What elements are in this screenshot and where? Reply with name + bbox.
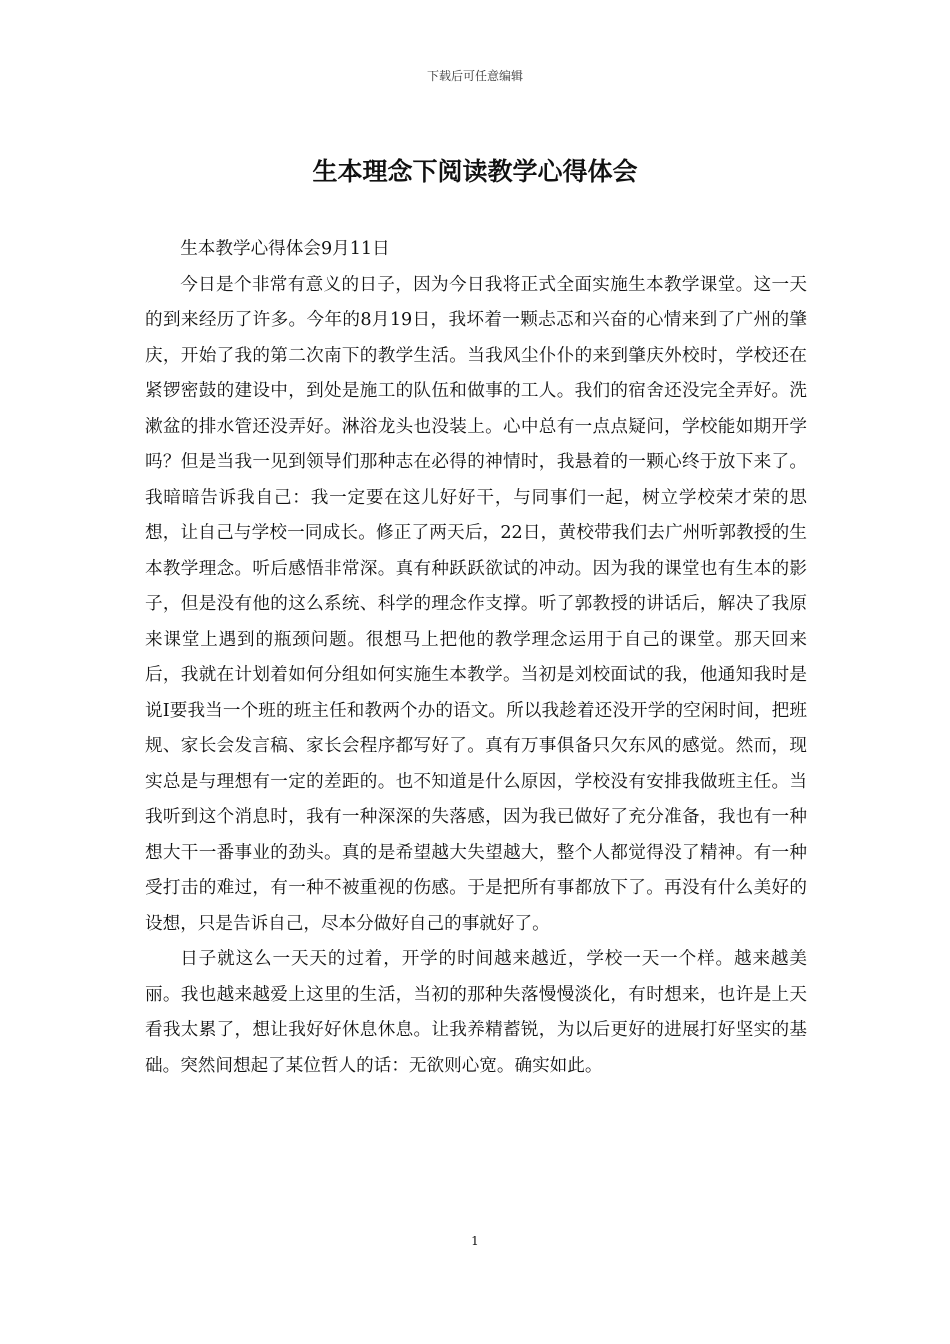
- document-body: [145, 232, 807, 1084]
- paragraph-2: 日子就这么一天天的过着，开学的时间越来越近，学校一天一个样。越来越美丽。我也越来越爱上这里的生活，当初的那种失落慢慢淡化，有时想来，也许是上天看我太累了，想让我好好休息休息。让我养精蓄锐，为以后更好的进展打好坚实的基础。突然间想起了某位哲人的话：无欲则心宽。确实如此。: [145, 949, 807, 1076]
- paragraph-date-line: 生本教学心得体会9月11日: [180, 239, 390, 259]
- document-title: 生本理念下阅读教学心得体会: [312, 157, 638, 186]
- paragraph-1: 今日是个非常有意义的日子，因为今日我将正式全面实施生本教学课堂。这一天的到来经历了许多。今年的8月19日，我坏着一颗忐忑和兴奋的心情来到了广州的肇庆，开始了我的第二次南下的教学生活。当我风尘仆仆的来到肇庆外校时，学校还在紧锣密鼓的建设中，到处是施工的队伍和做事的工人。我们的宿舍还没完全弄好。洗漱盆的排水管还没弄好。淋浴龙头也没装上。心中总有一点点疑问，学校能如期开学吗？但是当我一见到领导们那种志在必得的神情时，我悬着的一颗心终于放下来了。我暗暗告诉我自己：我一定要在这儿好好干，与同事们一起，树立学校荣才荣的思想，让自己与学校一同成长。修正了两天后，22日，黄校带我们去广州听郭教授的生本教学理念。听后感悟非常深。真有种跃跃欲试的冲动。因为我的课堂也有生本的影子，但是没有他的这么系统、科学的理念作支撑。听了郭教授的讲话后，解决了我原来课堂上遇到的瓶颈问题。很想马上把他的教学理念运用于自己的课堂。那天回来后，我就在计划着如何分组如何实施生本教学。当初是刘校面试的我，他通知我时是说Ⅰ要我当一个班的班主任和教两个办的语文。所以我趁着还没开学的空闲时间，把班规、家长会发言稿、家长会程序都写好了。真有万事俱备只欠东风的感觉。然而，现实总是与理想有一定的差距的。也不知道是什么原因，学校没有安排我做班主任。当我听到这个消息时，我有一种深深的失落感，因为我已做好了充分准备，我也有一种想大干一番事业的劲头。真的是希望越大失望越大，整个人都觉得没了精神。有一种受打击的难过，有一种不被重视的伤感。于是把所有事都放下了。再没有什么美好的设想，只是告诉自己，尽本分做好自己的事就好了。: [145, 274, 807, 934]
- page-header: 下载后可任意编辑: [426, 69, 523, 83]
- page-number: 1: [471, 1234, 479, 1248]
